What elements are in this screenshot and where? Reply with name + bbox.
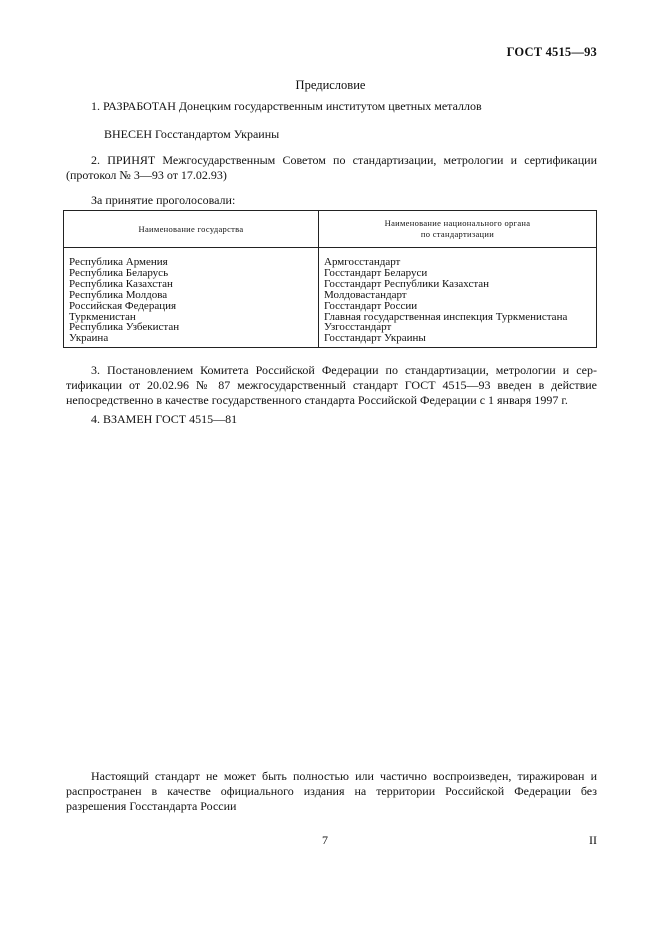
- copyright-notice-line1: Настоящий стандарт не может быть полностью или частично воспроизведен, тиражирован и: [91, 769, 597, 783]
- table-row: [64, 301, 597, 312]
- table-row: [64, 248, 597, 268]
- copyright-notice-line2: распространен в качестве официального издания на территории Российской Федерации без: [66, 784, 597, 798]
- cell-state: Украина: [64, 333, 319, 347]
- table-row: [64, 290, 597, 301]
- cell-state: Республика Беларусь: [64, 268, 319, 279]
- cell-standard-body: Узгосстандарт: [319, 322, 597, 333]
- cell-standard-body: Госстандарт России: [319, 301, 597, 312]
- preface-title: Предисловие: [295, 78, 366, 92]
- section-roman-number: II: [589, 833, 597, 847]
- states-table: [63, 210, 597, 348]
- item-decree-line1: 3. Постановлением Комитета Российской Федерации по стандартизации, метрологии и сер-: [91, 363, 597, 377]
- cell-state: Республика Молдова: [64, 290, 319, 301]
- item-decree-line2: тификации от 20.02.96 № 87 межгосударственный стандарт ГОСТ 4515—93 введен в действие: [66, 378, 597, 392]
- copyright-notice-line3: разрешения Госстандарта России: [66, 799, 237, 813]
- item-introduced: ВНЕСЕН Госстандартом Украины: [104, 127, 280, 141]
- item-replaces: 4. ВЗАМЕН ГОСТ 4515—81: [91, 412, 238, 426]
- cell-standard-body: Главная государственная инспекция Туркменистана: [319, 312, 597, 323]
- vote-intro: За принятие проголосовали:: [91, 193, 236, 207]
- cell-state: Республика Армения: [64, 248, 319, 268]
- table-row: [64, 333, 597, 347]
- cell-standard-body: Госстандарт Беларуси: [319, 268, 597, 279]
- table-header-row: [64, 211, 597, 248]
- cell-state: Республика Узбекистан: [64, 322, 319, 333]
- header-state: Наименование государства: [64, 211, 319, 248]
- header-standard-body-line2: по стандартизации: [420, 229, 495, 239]
- cell-state: Российская Федерация: [64, 301, 319, 312]
- item-decree-line3: непосредственно в качестве государственного стандарта Российской Федерации с 1 января 1997 г.: [66, 393, 568, 407]
- standard-code: ГОСТ 4515—93: [506, 45, 597, 59]
- cell-standard-body: Армгосстандарт: [319, 248, 597, 268]
- cell-standard-body: Госстандарт Республики Казахстан: [319, 279, 597, 290]
- header-standard-body: [319, 211, 597, 248]
- page-number: 7: [322, 833, 328, 847]
- cell-state: Туркменистан: [64, 312, 319, 323]
- item-developed: 1. РАЗРАБОТАН Донецким государственным институтом цветных металлов: [91, 99, 482, 113]
- cell-standard-body: Госстандарт Украины: [319, 333, 597, 347]
- item-adopted-line2: (протокол № 3—93 от 17.02.93): [66, 168, 227, 182]
- cell-state: Республика Казахстан: [64, 279, 319, 290]
- cell-standard-body: Молдовастандарт: [319, 290, 597, 301]
- header-standard-body-line1: Наименование национального органа: [384, 218, 531, 228]
- item-adopted-line1: 2. ПРИНЯТ Межгосударственным Советом по стандартизации, метрологии и сертификации: [91, 153, 597, 167]
